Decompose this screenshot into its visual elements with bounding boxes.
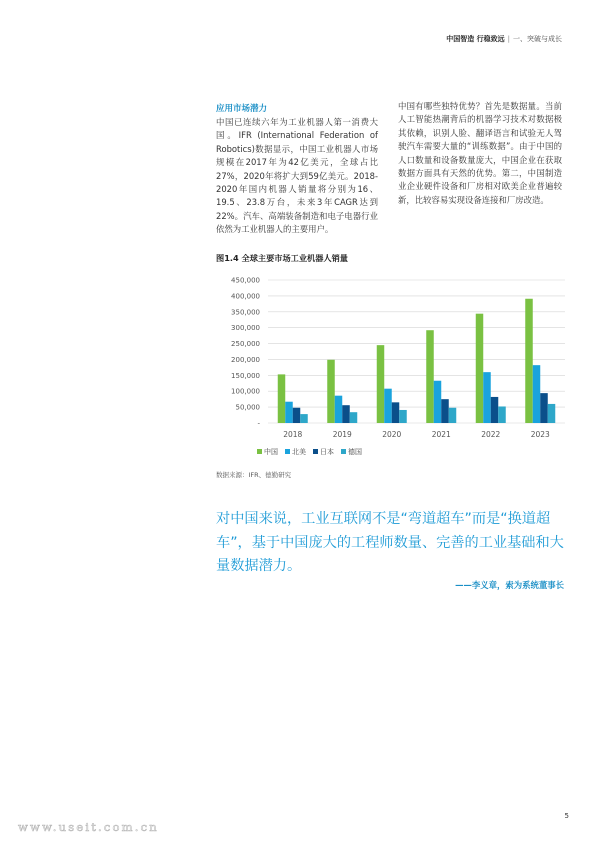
bar-日本-2021 bbox=[441, 399, 449, 423]
bar-德国-2021 bbox=[449, 408, 457, 423]
bar-日本-2019 bbox=[342, 405, 350, 423]
y-tick-label: 400,000 bbox=[231, 292, 260, 301]
bar-德国-2019 bbox=[350, 412, 358, 423]
page-number: 5 bbox=[564, 812, 569, 820]
bar-日本-2020 bbox=[392, 402, 400, 423]
y-tick-label: 50,000 bbox=[235, 403, 260, 412]
y-tick-label: 250,000 bbox=[231, 340, 260, 349]
legend-swatch-北美 bbox=[285, 449, 290, 454]
pull-quote: 对中国来说，工业互联网不是“弯道超车”而是“换道超车”，基于中国庞大的工程师数量、完善的工业基础和大量数据潜力。 bbox=[216, 511, 564, 574]
x-tick-label: 2023 bbox=[530, 430, 550, 439]
y-tick-label: 150,000 bbox=[231, 371, 260, 380]
bar-北美-2021 bbox=[434, 381, 442, 423]
bar-德国-2020 bbox=[399, 410, 407, 423]
x-tick-label: 2021 bbox=[431, 430, 451, 439]
header-chapter: 一、突破与成长 bbox=[513, 35, 562, 43]
y-tick-label: 350,000 bbox=[231, 308, 260, 317]
legend-label: 中国 bbox=[264, 448, 278, 456]
right-paragraph: 中国有哪些独特优势？首先是数据量。当前人工智能热潮背后的机器学习技术对数据极其依赖，识别人脸、翻译语言和试验无人驾驶汽车需要大量的“训练数据”。由于中国的人口数量和设备数量庞大，中国企业在获取数据方面具有天然的优势。第二，中国制造业企业硬件设备和厂房相对欧美企业普遍较新，比较容易实现设备连接和厂房改造。 bbox=[398, 101, 562, 205]
legend-swatch-中国 bbox=[257, 449, 262, 454]
legend-label: 北美 bbox=[292, 448, 306, 456]
quote-attribution: ——李义章，索为系统董事长 bbox=[455, 580, 564, 590]
y-tick-label: 450,000 bbox=[231, 276, 260, 285]
left-paragraph: 中国已连续六年为工业机器人第一消费大国。IFR (International Federation of Robotics)数据显示，中国工业机器人市场规模在2017年为42亿美元，全球占比27%，2020年将扩大到59亿美元。2018-2020年国内机器人销量将分别为16、19.5、23.8万台，未来3年CAGR达到22%。汽车、高端装备制造和电子电器行业依然为工业机器人的主要用户。 bbox=[216, 117, 378, 235]
bar-日本-2023 bbox=[540, 393, 548, 423]
y-tick-label: 300,000 bbox=[231, 324, 260, 333]
legend-label: 德国 bbox=[348, 448, 362, 456]
y-tick-label: 100,000 bbox=[231, 387, 260, 396]
bar-中国-2022 bbox=[476, 314, 484, 423]
bar-中国-2021 bbox=[426, 330, 434, 423]
bar-日本-2022 bbox=[491, 397, 499, 423]
robot-sales-bar-chart bbox=[210, 268, 580, 468]
x-tick-label: 2022 bbox=[481, 430, 501, 439]
bar-北美-2023 bbox=[533, 365, 541, 423]
figure-title: 图1.4 全球主要市场工业机器人销量 bbox=[216, 253, 348, 263]
watermark-logo: www.useit.com.cn bbox=[18, 820, 159, 834]
bar-中国-2019 bbox=[327, 360, 335, 423]
bar-德国-2022 bbox=[498, 406, 506, 423]
bar-中国-2020 bbox=[377, 345, 385, 423]
header-brand: 中国智造 行稳致远 bbox=[446, 35, 505, 43]
bar-北美-2020 bbox=[384, 389, 392, 423]
y-tick-label: 200,000 bbox=[231, 355, 260, 364]
x-tick-label: 2019 bbox=[332, 430, 352, 439]
legend-swatch-日本 bbox=[313, 449, 318, 454]
x-tick-label: 2018 bbox=[283, 430, 303, 439]
x-tick-label: 2020 bbox=[382, 430, 402, 439]
y-tick-label: - bbox=[257, 419, 260, 428]
bar-德国-2018 bbox=[300, 414, 308, 423]
section-title: 应用市场潜力 bbox=[216, 104, 268, 114]
bar-北美-2022 bbox=[483, 372, 491, 423]
bar-中国-2023 bbox=[525, 299, 533, 423]
header-divider: | bbox=[507, 35, 510, 43]
legend-label: 日本 bbox=[320, 448, 334, 456]
bar-日本-2018 bbox=[293, 408, 301, 423]
bar-中国-2018 bbox=[278, 374, 286, 423]
bar-北美-2018 bbox=[285, 402, 293, 423]
bar-德国-2023 bbox=[548, 404, 556, 423]
running-header bbox=[446, 34, 562, 44]
legend-swatch-德国 bbox=[341, 449, 346, 454]
data-source-note: 数据来源：IFR、德勤研究 bbox=[216, 471, 292, 479]
bar-北美-2019 bbox=[335, 396, 343, 423]
